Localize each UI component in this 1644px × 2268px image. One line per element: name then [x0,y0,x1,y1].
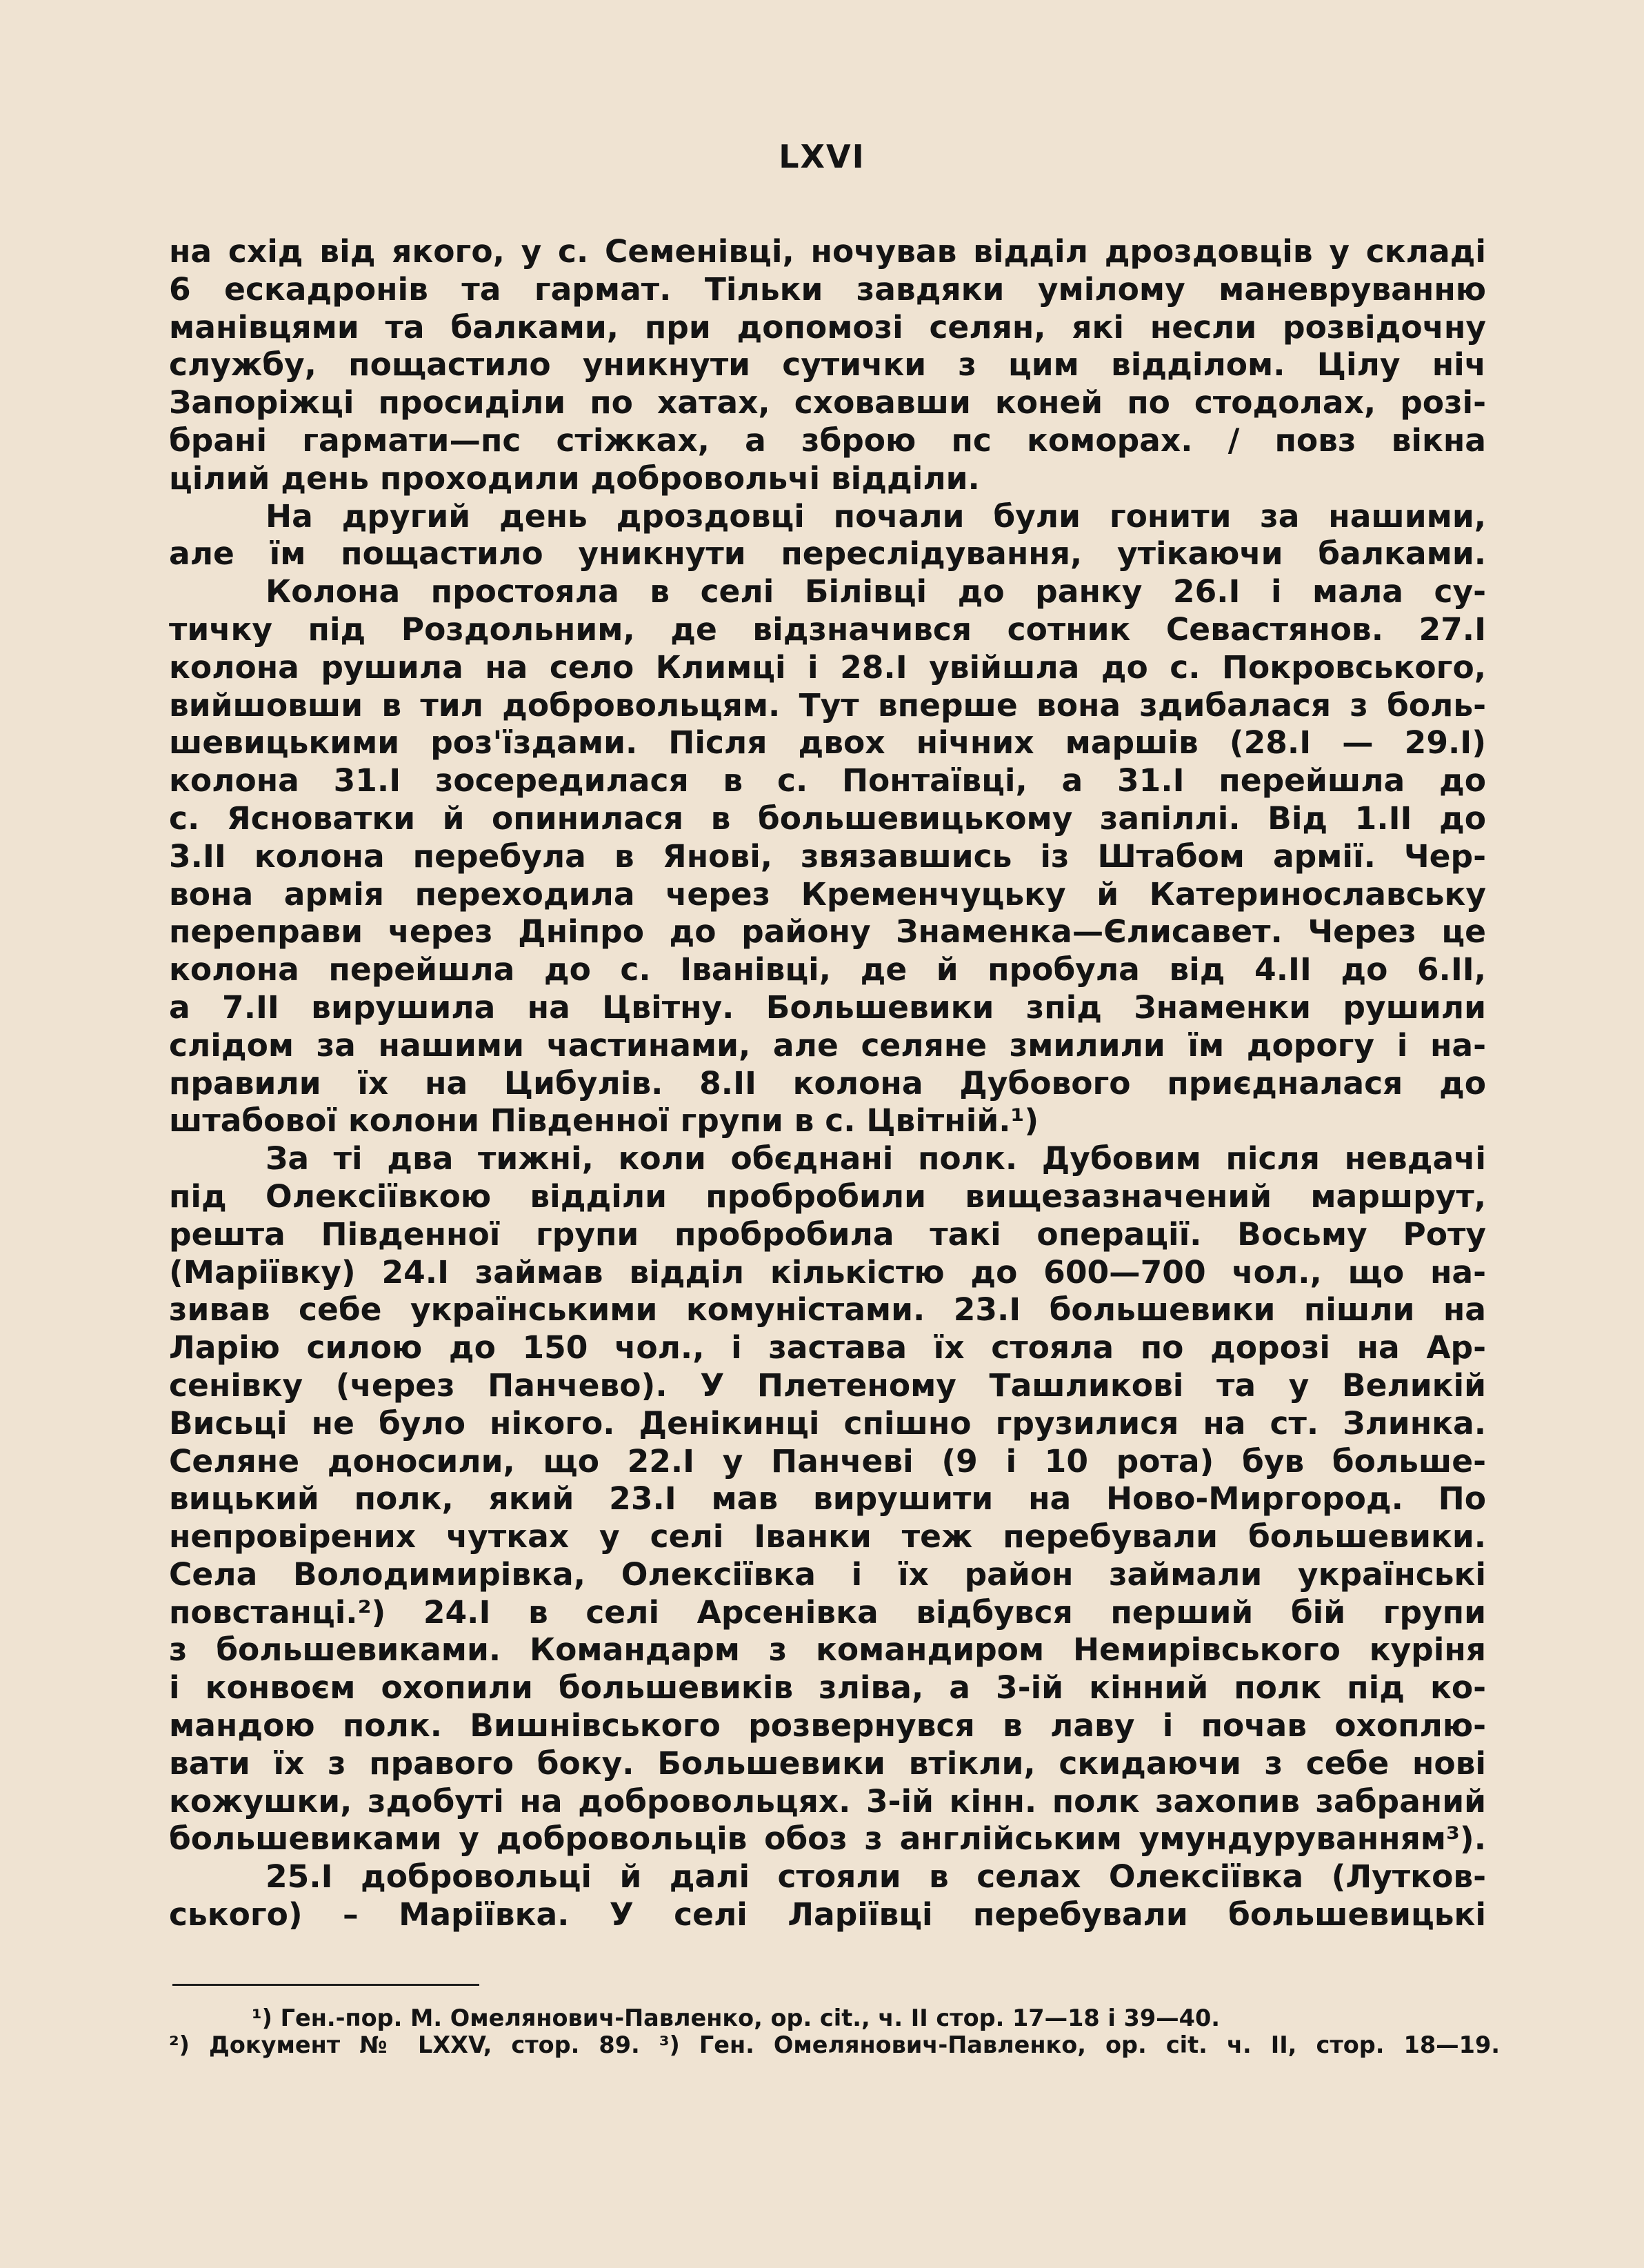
text-line: манівцями та балками, при допомозі селян, які несли розвідочну [169,308,1486,346]
text-line: але їм пощастило уникнути переслідування, утікаючи балками. [169,535,1486,573]
text-line: колона 31.I зосередилася в с. Понтаївці, а 31.I перейшла до [169,762,1486,799]
text-line: сенівку (через Панчево). У Плетеному Ташликові та у Великій [169,1366,1486,1404]
footnotes [169,2005,1500,2058]
text-line: переправи через Дніпро до району Знаменка—Єлисавет. Через це [169,913,1486,951]
text-line: Колона простояла в селі Білівці до ранку 26.I і мала су- [265,573,1486,610]
text-line: під Олексіївкою відділи пробробили вищезазначений маршрут, [169,1177,1486,1215]
text-line: Ларію силою до 150 чол., і застава їх стояла по дорозі на Ар- [169,1329,1486,1366]
text-line: шевицькими роз'їздами. Після двох нічних маршів (28.I — 29.I) [169,724,1486,762]
text-line: 6 ескадронів та гармат. Тільки завдяки умілому маневруванню [169,270,1486,308]
text-line: (Маріївку) 24.I займав відділ кількістю до 600—700 чол., що на- [169,1253,1486,1291]
text-line: Села Володимирівка, Олексіївка і їх район займали українські [169,1555,1486,1593]
text-line: на схід від якого, у с. Семенівці, ночував відділ дроздовців у складі [169,233,1486,270]
text-line: решта Південної групи пробробила такі операції. Восьму Роту [169,1215,1486,1253]
body-text [169,233,1486,1934]
text-line: вати їх з правого боку. Большевики втікли, скидаючи з себе нові [169,1744,1486,1782]
text-line: слідом за нашими частинами, але селяне змилили їм дорогу і на- [169,1026,1486,1064]
text-line: вийшовши в тил добровольцям. Тут вперше вона здибалася з боль- [169,686,1486,724]
text-line: тичку під Роздольним, де відзначився сотник Севастянов. 27.I [169,610,1486,648]
text-line: Висьці не було нікого. Денікинці спішно грузилися на ст. Злинка. [169,1404,1486,1442]
footnote: ¹) Ген.-пор. М. Омелянович-Павленко, op. cit., ч. II стор. 17—18 і 39—40. [252,2005,1220,2031]
text-line: 3.II колона перебула в Янові, звязавшись із Штабом армії. Чер- [169,837,1486,875]
text-line: з большевиками. Командарм з командиром Немирівського куріня [169,1631,1486,1669]
text-line: вицький полк, який 23.I мав вирушити на Ново-Миргород. По [169,1480,1486,1518]
text-line: Селяне доносили, що 22.I у Панчеві (9 і 10 рота) був больше- [169,1442,1486,1480]
text-line: цілий день проходили добровольчі відділи. [169,459,980,497]
text-line: і конвоєм охопили большевиків зліва, а 3-ій кінний полк під ко- [169,1669,1486,1707]
text-line: За ті два тижні, коли обєднані полк. Дубовим після невдачі [265,1140,1486,1177]
text-line: На другий день дроздовці почали були гонити за нашими, [265,497,1486,535]
text-line: большевиками у добровольців обоз з англійським умундуруванням³). [169,1820,1486,1858]
page-number: LXVI [779,138,865,175]
text-line: повстанці.²) 24.I в селі Арсенівка відбувся перший бій групи [169,1593,1486,1631]
text-line: брані гармати—пс стіжках, а зброю пс коморах. / повз вікна [169,421,1486,459]
text-line: правили їх на Цибулів. 8.II колона Дубового приєдналася до [169,1064,1486,1102]
text-line: мандою полк. Вишнівського розвернувся в лаву і почав охоплю- [169,1707,1486,1744]
text-line: а 7.II вирушила на Цвітну. Большевики зпід Знаменки рушили [169,988,1486,1026]
text-line: с. Ясноватки й опинилася в большевицькому запіллі. Від 1.II до [169,799,1486,837]
text-line: службу, пощастило уникнути сутички з цим відділом. Цілу ніч [169,346,1486,384]
text-line: зивав себе українськими комуністами. 23.I большевики пішли на [169,1291,1486,1329]
text-line: Запоріжці просиділи по хатах, сховавши коней по стодолах, розі- [169,384,1486,421]
text-line: 25.I добровольці й далі стояли в селах Олексіївка (Лутков- [265,1858,1486,1896]
text-line: штабової колони Південної групи в с. Цвітній.¹) [169,1102,1039,1140]
text-line: вона армія переходила через Кременчуцьку й Катеринославську [169,875,1486,913]
text-line: кожушки, здобуті на добровольцях. 3-ій кінн. полк захопив забраний [169,1782,1486,1820]
text-line: непровірених чутках у селі Іванки теж перебували большевики. [169,1518,1486,1555]
footnote: ²) Документ № LXXV, стор. 89. ³) Ген. Омелянович-Павленко, op. cit. ч. II, стор. 18—19. [169,2031,1500,2058]
text-line: колона перейшла до с. Іванівці, де й пробула від 4.II до 6.II, [169,951,1486,988]
text-line: ського) – Маріївка. У селі Ларіївці перебували большевицькі [169,1896,1486,1933]
text-line: колона рушила на село Климці і 28.I увійшла до с. Покровського, [169,648,1486,686]
footnote-divider [172,1984,479,1986]
